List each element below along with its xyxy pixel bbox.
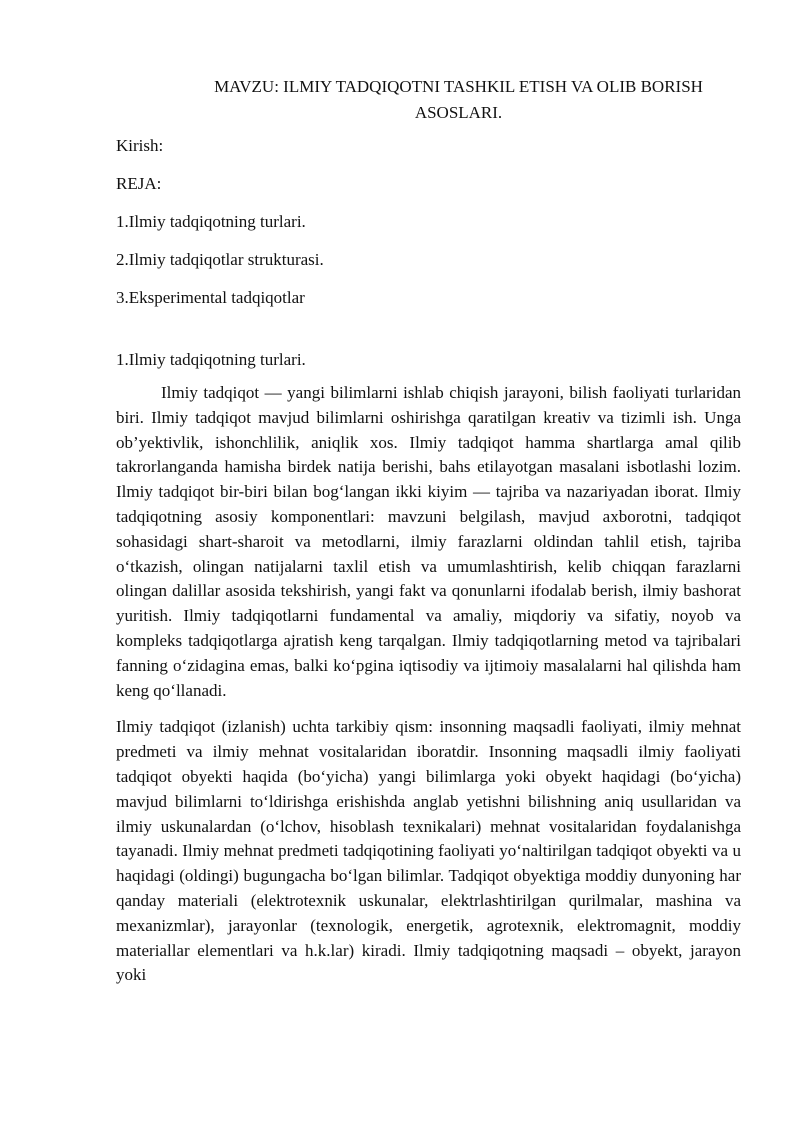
spacer bbox=[116, 373, 741, 381]
body-paragraph-2: Ilmiy tadqiqot (izlanish) uchta tarkibiy qism: insonning maqsadli faoliyati, ilmiy mehnat predmeti va ilmiy mehnat vositalaridan iboratdir. Insonning maqsadli ilmiy faoliyati tadqiqot obyekti haqida (bo‘yicha) yangi bilimlarga yoki obyekt haqidagi (bo‘yicha) mavjud bilimlarni to‘ldirishga erishishda anglab yetishni bilishning aniq usullaridan va ilmiy uskunalardan (o‘lchov, hisoblash texnikalari) mehnat vositalaridan foydalanishga tayanadi. Ilmiy mehnat predmeti tadqiqotining faoliyati yo‘naltirilgan tadqiqot obyekti va u haqidagi (oldingi) bugungacha bo‘lgan bilimlar. Tadqiqot obyektiga moddiy dunyoning har qanday materiali (elektrotexnik uskunalar, elektrlashtirilgan qurilmalar, mashina va mexanizmlar), jarayonlar (texnologik, energetik, agrotexnik, elektromagnit, moddiy materiallar elementlari va h.k.lar) kiradi. Ilmiy tadqiqotning maqsadi – obyekt, jarayon yoki bbox=[116, 717, 741, 985]
document-page bbox=[116, 74, 741, 988]
spacer bbox=[116, 235, 741, 247]
plan-item-2: 2.Ilmiy tadqiqotlar strukturasi. bbox=[116, 250, 324, 269]
body-paragraph-1: Ilmiy tadqiqot — yangi bilimlarni ishlab chiqish jarayoni, bilish faoliyati turlaridan biri. Ilmiy tadqiqot mavjud bilimlarni oshirishga qaratilgan kreativ va tizimli ish. Unga ob’yektivlik, ishonchlilik, aniqlik xos. Ilmiy tadqiqot hamma shartlarga amal qilib takrorlanganda hamisha birdek natija berishi, bahs etilayotgan masalani isbotlashi lozim. Ilmiy tadqiqot bir-biri bilan bog‘langan ikki kiyim — tajriba va nazariyadan iborat. Ilmiy tadqiqotning asosiy komponentlari: mavzuni belgilash, mavjud axborotni, tadqiqot sohasidagi shart-sharoit va metodlarni, ilmiy farazlarni oldindan tahlil etish, tajriba o‘tkazish, olingan natijalarni taxlil etish va umumlashtirish, kelib chiqqan farazlarni olingan dalillar asosida tekshirish, yangi fakt va qonunlarni ifodalab berish, ilmiy bashorat yuritish. Ilmiy tadqiqotlarni fundamental va amaliy, miqdoriy va sifatiy, noyob va kompleks tadqiqotlarga ajratish keng tarqalgan. Ilmiy tadqiqotlarning metod va tajribalari fanning o‘zidagina emas, balki ko‘pgina iqtisodiy va ijtimoiy masalalarni hal qilishda ham keng qo‘llanadi. bbox=[116, 383, 741, 700]
spacer bbox=[116, 197, 741, 209]
spacer bbox=[116, 159, 741, 171]
spacer bbox=[116, 311, 741, 347]
spacer bbox=[116, 703, 741, 715]
section-heading: 1.Ilmiy tadqiqotning turlari. bbox=[116, 350, 306, 369]
plan-item-1: 1.Ilmiy tadqiqotning turlari. bbox=[116, 212, 306, 231]
plan-label: REJA: bbox=[116, 174, 162, 193]
document-title: MAVZU: ILMIY TADQIQOTNI TASHKIL ETISH VA OLIB BORISH ASOSLARI. bbox=[214, 77, 703, 122]
intro-label: Kirish: bbox=[116, 136, 164, 155]
spacer bbox=[116, 273, 741, 285]
plan-item-3: 3.Eksperimental tadqiqotlar bbox=[116, 288, 305, 307]
